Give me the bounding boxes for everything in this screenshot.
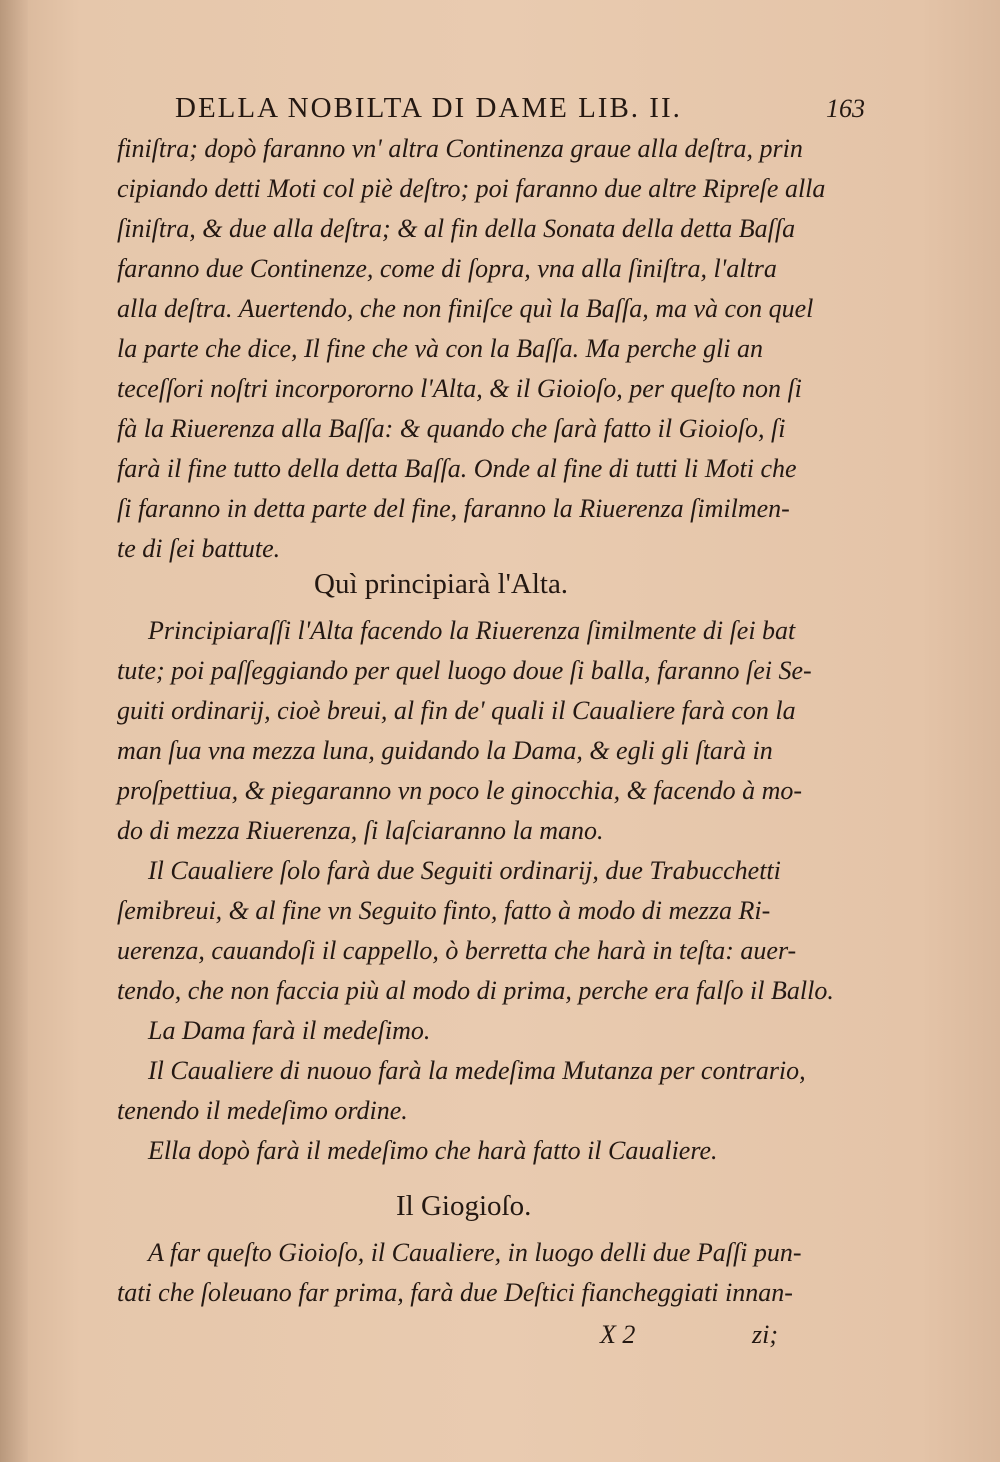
body-line: fà la Riuerenza alla Baſſa: & quando che ſarà fatto il Gioioſo, ſi bbox=[117, 414, 786, 443]
body-line: ſiniſtra, & due alla deſtra; & al fin della Sonata della detta Baſſa bbox=[117, 214, 796, 243]
body-line: Il Caualiere di nuouo farà la medeſima Mutanza per contrario, bbox=[148, 1056, 806, 1085]
body-line: ſemibreui, & al fine vn Seguito finto, fatto à modo di mezza Ri- bbox=[117, 896, 771, 925]
body-line: proſpettiua, & piegaranno vn poco le ginocchia, & facendo à mo- bbox=[117, 776, 803, 805]
body-line: tati che ſoleuano far prima, farà due Deſtici fiancheggiati innan- bbox=[117, 1278, 793, 1307]
body-line: te di ſei battute. bbox=[117, 534, 281, 563]
catchword: zi; bbox=[752, 1320, 778, 1349]
body-line: A far queſto Gioioſo, il Caualiere, in luogo delli due Paſſi pun- bbox=[148, 1238, 802, 1267]
body-line: La Dama farà il medeſimo. bbox=[148, 1016, 431, 1045]
running-head-title: DELLA NOBILTA DI DAME LIB. II. bbox=[175, 92, 682, 124]
section-heading-gioioso: Il Giogioſo. bbox=[396, 1190, 532, 1222]
body-line: Ella dopò farà il medeſimo che harà fatto il Caualiere. bbox=[148, 1136, 718, 1165]
body-line: farà il fine tutto della detta Baſſa. Onde al fine di tutti li Moti che bbox=[117, 454, 797, 483]
body-line: faranno due Continenze, come di ſopra, vna alla ſiniſtra, l'altra bbox=[117, 254, 777, 283]
section-heading-alta: Quì principiarà l'Alta. bbox=[314, 568, 569, 600]
body-line: alla deſtra. Auertendo, che non finiſce quì la Baſſa, ma và con quel bbox=[117, 294, 814, 323]
body-line: Principiaraſſi l'Alta facendo la Riuerenza ſimilmente di ſei bat bbox=[148, 616, 796, 645]
page-gutter-shadow bbox=[0, 0, 28, 1462]
body-line: guiti ordinarij, cioè breui, al fin de' quali il Caualiere farà con la bbox=[117, 696, 796, 725]
body-line: teceſſori noſtri incorpororno l'Alta, & il Gioioſo, per queſto non ſi bbox=[117, 374, 802, 403]
body-line: tenendo il medeſimo ordine. bbox=[117, 1096, 408, 1125]
body-line: finiſtra; dopò faranno vn' altra Continenza graue alla deſtra, prin bbox=[117, 134, 803, 163]
body-line: la parte che dice, Il fine che và con la Baſſa. Ma perche gli an bbox=[117, 334, 763, 363]
body-line: do di mezza Riuerenza, ſi laſciaranno la mano. bbox=[117, 816, 604, 845]
page-number: 163 bbox=[826, 94, 865, 123]
signature-mark: X 2 bbox=[600, 1320, 636, 1349]
body-line: uerenza, cauandoſi il cappello, ò berretta che harà in teſta: auer- bbox=[117, 936, 797, 965]
body-line: tute; poi paſſeggiando per quel luogo doue ſi balla, faranno ſei Se- bbox=[117, 656, 812, 685]
body-line: ſi faranno in detta parte del fine, faranno la Riuerenza ſimilmen- bbox=[117, 494, 790, 523]
body-line: tendo, che non faccia più al modo di prima, perche era falſo il Ballo. bbox=[117, 976, 834, 1005]
body-line: cipiando detti Moti col piè deſtro; poi faranno due altre Ripreſe alla bbox=[117, 174, 826, 203]
body-line: man ſua vna mezza luna, guidando la Dama, & egli gli ſtarà in bbox=[117, 736, 773, 765]
body-line: Il Caualiere ſolo farà due Seguiti ordinarij, due Trabucchetti bbox=[148, 856, 781, 885]
running-head bbox=[175, 92, 865, 132]
